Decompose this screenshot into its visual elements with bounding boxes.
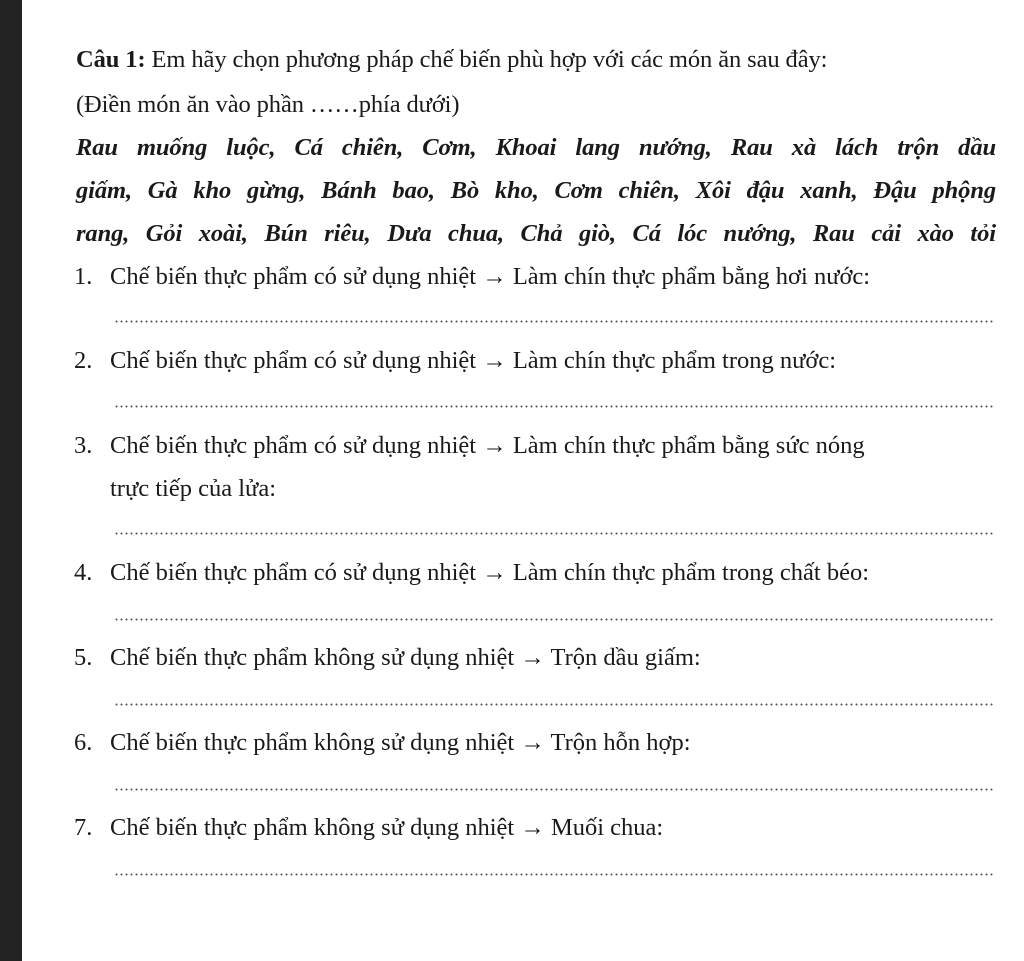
left-edge-bar	[0, 0, 22, 961]
item-number: 2.	[74, 347, 93, 374]
list-item-2	[74, 344, 996, 378]
item-number: 3.	[74, 432, 93, 459]
item-number: 5.	[74, 644, 93, 671]
item-text: Chế biến thực phẩm có sử dụng nhiệt → Làm chín thực phẩm trong nước:	[110, 347, 837, 374]
answer-blank-6[interactable]	[114, 788, 994, 791]
answer-blank-1[interactable]	[114, 320, 994, 323]
question-label: Câu 1:	[76, 46, 146, 73]
list-item-3	[74, 429, 996, 463]
list-item-4	[74, 556, 996, 590]
item-number: 1.	[74, 263, 93, 290]
list-item-5	[74, 641, 996, 675]
item-number: 7.	[74, 814, 93, 841]
item-number: 4.	[74, 559, 93, 586]
list-item-7	[74, 811, 996, 845]
item-text: Chế biến thực phẩm có sử dụng nhiệt → Làm chín thực phẩm trong chất béo:	[110, 559, 870, 586]
list-item-6	[74, 726, 996, 760]
question-instruction: (Điền món ăn vào phần ……phía dưới)	[76, 91, 460, 118]
dish-list-line-3: rang, Gỏi xoài, Bún riêu, Dưa chua, Chả giò, Cá lóc nướng, Rau cải xào tỏi	[76, 220, 996, 247]
item-text: Chế biến thực phẩm không sử dụng nhiệt → Muối chua:	[110, 814, 664, 841]
item-text: Chế biến thực phẩm có sử dụng nhiệt → Làm chín thực phẩm bằng hơi nước:	[110, 263, 871, 290]
answer-blank-4[interactable]	[114, 618, 994, 621]
answer-blank-2[interactable]	[114, 405, 994, 408]
question-line	[76, 43, 996, 77]
item-text: Chế biến thực phẩm không sử dụng nhiệt → Trộn dầu giấm:	[110, 644, 701, 671]
answer-blank-5[interactable]	[114, 703, 994, 706]
list-item-1	[74, 260, 996, 294]
item-number: 6.	[74, 729, 93, 756]
item-3-continuation: trực tiếp của lửa:	[110, 475, 276, 502]
item-text: Chế biến thực phẩm không sử dụng nhiệt → Trộn hỗn hợp:	[110, 729, 691, 756]
answer-blank-7[interactable]	[114, 873, 994, 876]
question-prompt: Em hãy chọn phương pháp chế biến phù hợp với các món ăn sau đây:	[151, 46, 828, 73]
dish-list-line-2: giấm, Gà kho gừng, Bánh bao, Bò kho, Cơm chiên, Xôi đậu xanh, Đậu phộng	[76, 177, 996, 204]
answer-blank-3[interactable]	[114, 532, 994, 535]
dish-list-line-1: Rau muống luộc, Cá chiên, Cơm, Khoai lang nướng, Rau xà lách trộn dầu	[76, 134, 996, 161]
item-text: Chế biến thực phẩm có sử dụng nhiệt → Làm chín thực phẩm bằng sức nóng	[110, 432, 865, 459]
document-page	[22, 0, 1024, 961]
